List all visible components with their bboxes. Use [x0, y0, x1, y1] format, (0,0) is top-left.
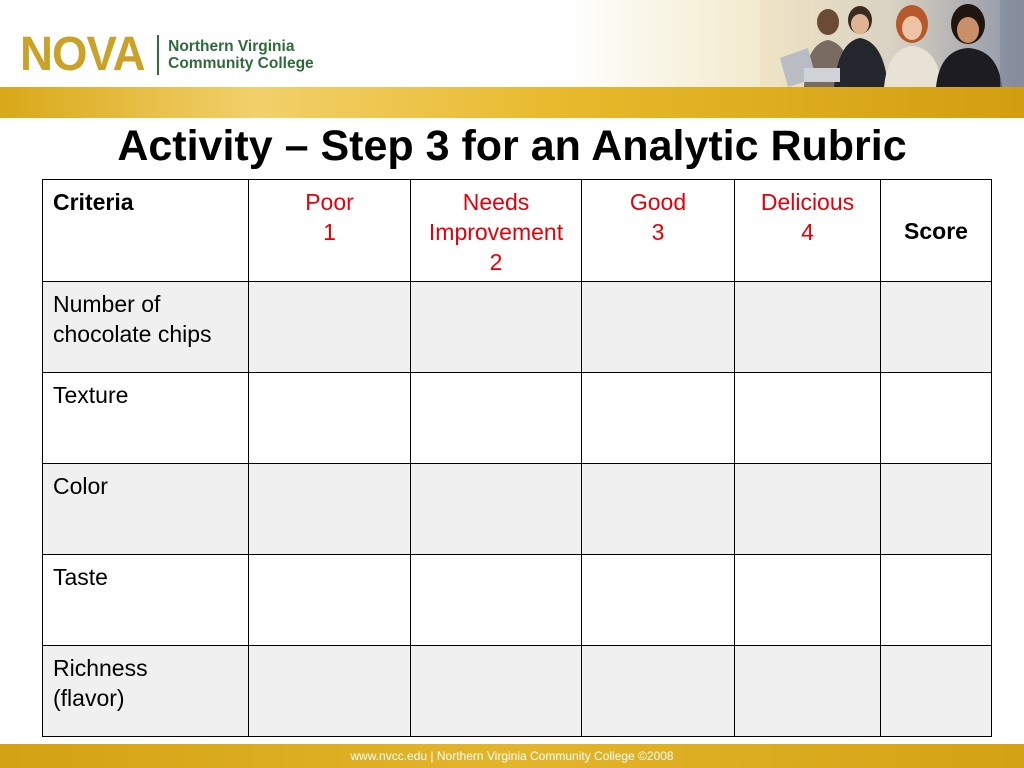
header-banner	[0, 0, 1024, 118]
score-cell[interactable]	[881, 282, 992, 373]
criterion-label: (flavor)	[53, 685, 125, 711]
level-label: Needs Improvement	[428, 189, 564, 245]
rating-cell[interactable]	[735, 646, 881, 737]
rating-cell[interactable]	[411, 555, 582, 646]
rating-cell[interactable]	[735, 373, 881, 464]
criterion-label: Texture	[53, 382, 129, 408]
level-label: Good	[629, 189, 687, 215]
criterion-cell	[43, 464, 249, 555]
table-row	[43, 555, 992, 646]
rating-cell[interactable]	[249, 646, 411, 737]
table-header-row	[43, 180, 992, 282]
criteria-header: Criteria	[43, 180, 249, 282]
level-header-delicious	[735, 180, 881, 282]
logo-name-line2: Community College	[168, 55, 314, 72]
rating-cell[interactable]	[411, 373, 582, 464]
header-gold-bar	[0, 87, 1024, 118]
level-score: 2	[489, 249, 503, 275]
rating-cell[interactable]	[249, 282, 411, 373]
slide-title: Activity – Step 3 for an Analytic Rubric	[117, 122, 907, 170]
criterion-cell	[43, 373, 249, 464]
level-score: 4	[801, 219, 814, 245]
criterion-label: chocolate chips	[53, 321, 212, 347]
rating-cell[interactable]	[582, 646, 735, 737]
logo-name-line1: Northern Virginia	[168, 38, 295, 55]
score-cell[interactable]	[881, 464, 992, 555]
table-row	[43, 373, 992, 464]
footer-text: www.nvcc.edu | Northern Virginia Community College ©2008	[350, 749, 674, 763]
students-photo	[760, 0, 1024, 87]
rating-cell[interactable]	[582, 282, 735, 373]
logo-divider	[157, 35, 159, 75]
level-label: Delicious	[760, 189, 855, 215]
level-score: 3	[651, 219, 665, 245]
rating-cell[interactable]	[411, 282, 582, 373]
rating-cell[interactable]	[735, 555, 881, 646]
rating-cell[interactable]	[735, 282, 881, 373]
level-score: 1	[323, 219, 336, 245]
footer-bar	[0, 744, 1024, 768]
criterion-label: Number of	[53, 291, 161, 317]
criterion-label: Richness	[53, 655, 148, 681]
score-header: Score	[881, 180, 992, 282]
rating-cell[interactable]	[411, 646, 582, 737]
logo-wordmark: NOVA	[20, 28, 145, 81]
rubric-table	[42, 179, 992, 737]
score-cell[interactable]	[881, 555, 992, 646]
score-cell[interactable]	[881, 373, 992, 464]
logo-college-name	[168, 38, 314, 72]
criterion-cell	[43, 646, 249, 737]
level-header-poor	[249, 180, 411, 282]
level-header-needs-improvement	[411, 180, 582, 282]
rating-cell[interactable]	[582, 373, 735, 464]
table-row	[43, 282, 992, 373]
rating-cell[interactable]	[411, 464, 582, 555]
score-cell[interactable]	[881, 646, 992, 737]
rating-cell[interactable]	[735, 464, 881, 555]
level-label: Poor	[305, 189, 354, 215]
criterion-label: Taste	[53, 564, 108, 590]
rating-cell[interactable]	[249, 373, 411, 464]
table-row	[43, 464, 992, 555]
rating-cell[interactable]	[249, 464, 411, 555]
criterion-cell	[43, 282, 249, 373]
rating-cell[interactable]	[582, 464, 735, 555]
rating-cell[interactable]	[249, 555, 411, 646]
rating-cell[interactable]	[582, 555, 735, 646]
table-row	[43, 646, 992, 737]
nova-logo	[20, 28, 314, 81]
level-header-good	[582, 180, 735, 282]
students-photo-illustration	[760, 0, 1024, 87]
criterion-cell	[43, 555, 249, 646]
criterion-label: Color	[53, 473, 108, 499]
